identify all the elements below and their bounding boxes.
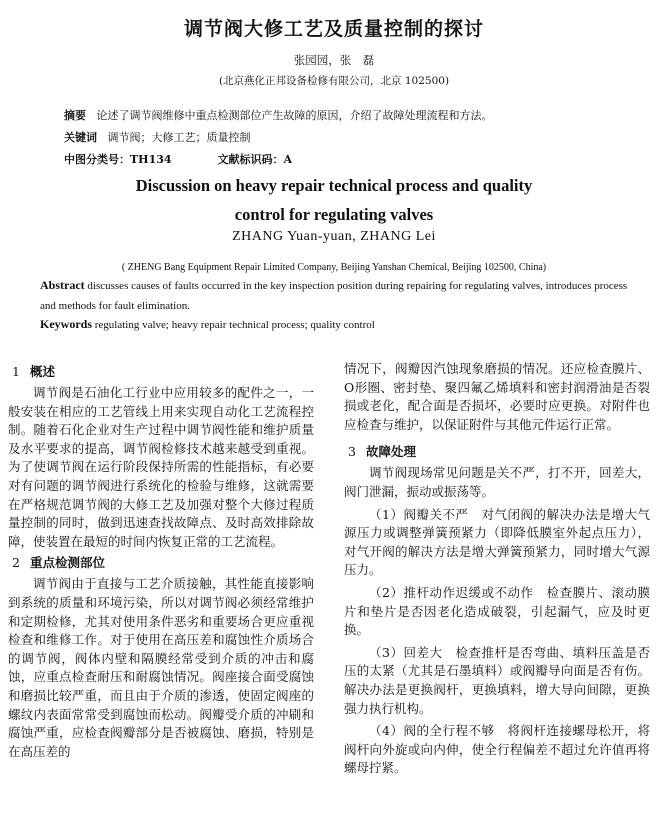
body-column-right: [344, 360, 650, 778]
zh-affiliation: (北京燕化正邦设备检修有限公司，北京 102500): [218, 75, 450, 87]
section-2-title: 重点检测部位: [30, 555, 106, 571]
en-abstract-label: Abstract: [40, 278, 85, 292]
section-1-paragraph: 调节阀是石油化工行业中应用较多的配件之一，一般安装在相应的工艺管线上用来实现自动化工艺流程控制。随着石化企业对生产过程中调节阀性能和维护质量及水平要求的提高，调节阀检修技术越来越受到重视。为了使调节阀在运行阶段保持所需的性能指标，有必要对有问题的调节阀进行系统化的检验与维修，这就需要在严格规范调节阀的大修工艺及加强对整个大修过程质量控制的同时，做到迅速查找故障点、及时高效排除故障，使装置在最短的时间内恢复正常的工艺流程。: [8, 385, 314, 549]
zh-doccode-label: 文献标识码：A: [217, 153, 293, 166]
section-3-heading: [348, 440, 650, 464]
zh-authors: 张园园，张 磊: [293, 53, 375, 67]
section-3-item-2: （2）推杆动作迟缓或不动作 检查膜片、滚动膜片和垫片是否因老化造成破裂，引起漏气，应及时更换。: [344, 584, 650, 638]
en-abstract-text: discusses causes of faults occurred in the key inspection position during repairing for regulating valves, introduces process and methods for fault elimination.: [40, 280, 628, 312]
zh-classification-label: 中图分类号：TH134: [64, 153, 172, 166]
body-column-left: [8, 360, 314, 781]
en-title-line1: Discussion on heavy repair technical process and quality: [135, 176, 533, 195]
zh-keywords-label: 关键词: [64, 131, 97, 144]
section-3-item-4: （4）阀的全行程不够 将阀杆连接螺母松开，将阀杆向外旋或向内伸，使全行程偏差不超过允许值再将螺母拧紧。: [344, 723, 650, 776]
zh-title: 调节阀大修工艺及质量控制的探讨: [183, 18, 484, 40]
en-keywords-text: regulating valve; heavy repair technical process; quality control: [94, 319, 375, 331]
zh-keywords: [64, 129, 251, 145]
section-1-title: 概述: [30, 364, 56, 379]
section-1-number: 1: [12, 364, 20, 379]
section-3-paragraph-intro: 调节阀现场常见问题是关不严，打不开，回差大，阀门泄漏，振动或振荡等。: [344, 465, 650, 499]
section-3-item-3: （3）回差大 检查推杆是否弯曲、填料压盖是否压的太紧（尤其是石墨填料）或阀瓣导向面是否有伤。解决办法是更换阀杆，更换填料，增大导向间隙，更换强力执行机构。: [344, 644, 650, 716]
en-keywords-label: Keywords: [40, 317, 92, 331]
en-title-line2: control for regulating valves: [234, 205, 434, 224]
en-abstract: [40, 275, 630, 316]
section-3-number: 3: [348, 444, 356, 460]
en-keywords: [40, 317, 375, 332]
en-affiliation: ( ZHENG Bang Equipment Repair Limited Company, Beijing Yanshan Chemical, Beijing 102500, China): [121, 262, 547, 273]
zh-abstract: [64, 107, 624, 123]
section-2-paragraph-continued: 情况下，阀瓣因汽蚀现象磨损的情况。还应检查膜片、O形圈、密封垫、聚四氟乙烯填料和密封润滑油是否裂损或老化，配合面是否损坏，必要时应更换。对附件也应检查与维护，以保证附件与其他元件运行正常。: [344, 361, 650, 432]
zh-abstract-label: 摘要: [64, 109, 86, 122]
section-2-number: 2: [12, 555, 20, 571]
zh-abstract-text: 论述了调节阀维修中重点检测部位产生故障的原因，介绍了故障处理流程和方法。: [96, 109, 493, 122]
section-3-item-1: （1）阀瓣关不严 对气闭阀的解决办法是增大气源压力或调整弹簧预紧力（即降低膜室外起点压力），对气开阀的解决方法是增大弹簧预紧力，同时增大气源压力。: [344, 506, 650, 578]
section-1-heading: [12, 360, 314, 384]
en-authors: ZHANG Yuan-yuan, ZHANG Lei: [232, 229, 436, 244]
zh-classification: [64, 151, 292, 167]
section-2-paragraph: 调节阀由于直接与工艺介质接触，其性能直接影响到系统的质量和环境污染，所以对调节阀必须经常维护和定期检修，尤其对使用条件恶劣和重要场合更应重视检查和维修工作。对于使用在高压差和腐蚀性介质场合的调节阀，阀体内壁和隔膜经常受到介质的冲击和腐蚀，应重点检查耐压和耐腐蚀情况。阀座接合面受腐蚀和磨损比较严重，而且由于介质的渗透，使固定阀座的螺纹内表面常常受到腐蚀而松动。阀瓣受介质的冲刷和腐蚀严重，应检查阀瓣部分是否被腐蚀、磨损，特别是在高压差的: [8, 576, 314, 759]
en-title: [0, 171, 668, 229]
section-3-title: 故障处理: [366, 444, 417, 460]
zh-keywords-text: 调节阀；大修工艺；质量控制: [107, 131, 251, 144]
section-2-heading: [12, 551, 314, 575]
